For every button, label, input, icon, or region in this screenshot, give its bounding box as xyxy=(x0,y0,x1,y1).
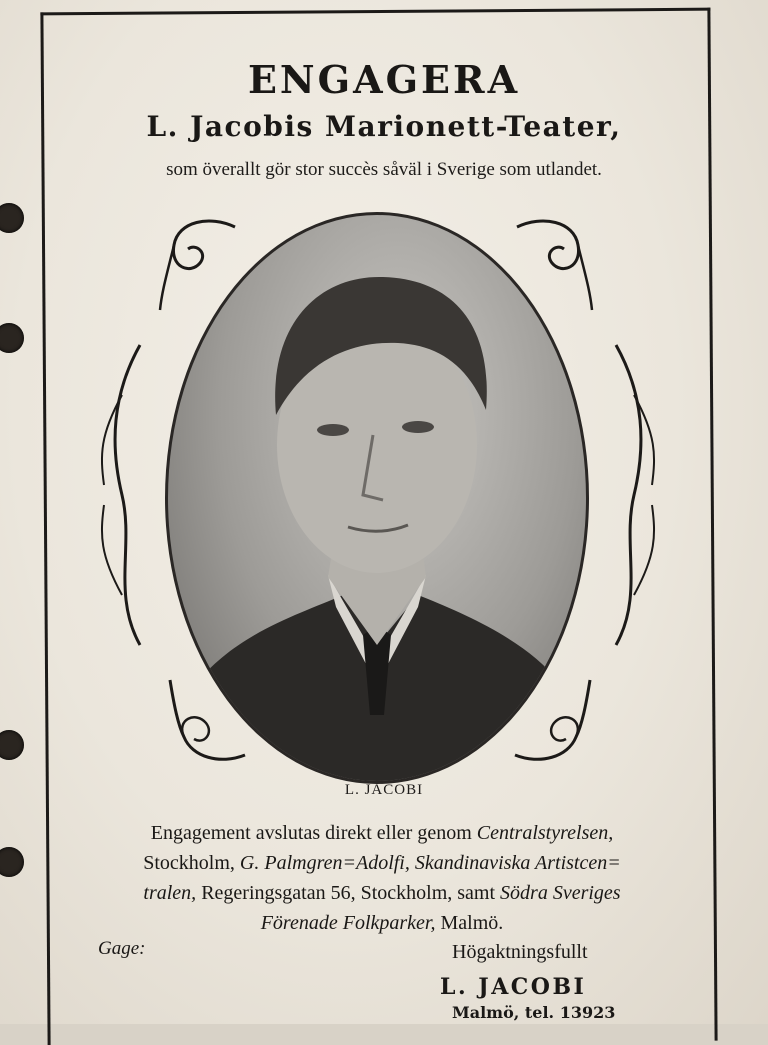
gage-label: Gage: xyxy=(98,938,146,959)
binder-hole xyxy=(0,323,24,353)
binder-hole xyxy=(0,203,24,233)
flourish-left-icon xyxy=(92,335,152,655)
paragraph-text: Regeringsgatan 56, Stockholm, samt xyxy=(196,882,501,904)
portrait-figure-icon xyxy=(168,215,586,781)
paragraph-text-italic: tralen, xyxy=(143,882,197,904)
paragraph-text-italic: Förenade Folkparker, xyxy=(260,912,436,934)
contact-address: Malmö, tel. 13923 xyxy=(452,1003,616,1022)
theater-name: L. Jacobis Marionett-Teater, xyxy=(146,110,622,143)
closing-text: Högaktningsfullt xyxy=(452,941,588,963)
portrait-photo xyxy=(165,212,589,784)
poster-title: ENGAGERA xyxy=(247,57,521,102)
paragraph-text-italic: Centralstyrelsen, xyxy=(476,822,614,844)
signature-name: L. JACOBI xyxy=(440,974,587,1000)
tagline: som överallt gör stor succès såväl i Sverige som utlandet. xyxy=(166,159,602,180)
paragraph-text: Engagement avslutas direkt eller genom xyxy=(150,822,477,844)
portrait-caption: L. JACOBI xyxy=(344,782,424,798)
paragraph-text-italic: Södra Sveriges xyxy=(500,882,621,904)
binder-hole xyxy=(0,847,24,877)
engagement-paragraph xyxy=(92,818,672,938)
paragraph-text: Stockholm, xyxy=(143,852,240,874)
binder-hole xyxy=(0,730,24,760)
paragraph-text-italic: G. Palmgren=Adolfi, Skandinaviska Artistcen= xyxy=(239,852,621,874)
flourish-right-icon xyxy=(604,335,664,655)
paragraph-text: Malmö. xyxy=(435,912,504,934)
